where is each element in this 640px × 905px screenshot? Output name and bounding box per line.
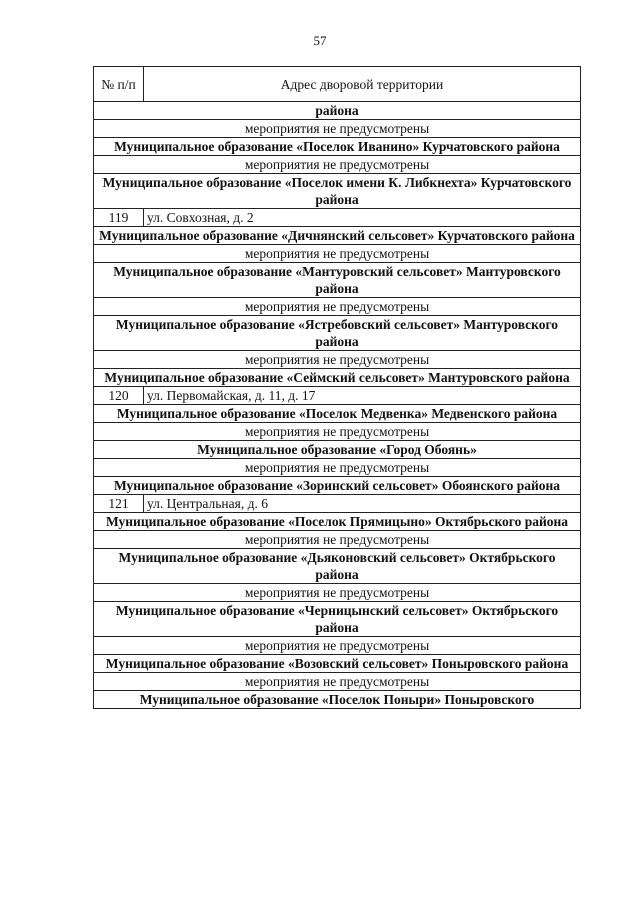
no-measures-note: мероприятия не предусмотрены xyxy=(94,156,581,174)
table-row xyxy=(94,405,581,423)
table-row xyxy=(94,316,581,351)
no-measures-note: мероприятия не предусмотрены xyxy=(94,423,581,441)
table-row xyxy=(94,351,581,369)
table-row xyxy=(94,102,581,120)
no-measures-note: мероприятия не предусмотрены xyxy=(94,298,581,316)
municipality-heading: Муниципальное образование «Возовский сельсовет» Поныровского района xyxy=(94,655,581,673)
municipality-heading: Муниципальное образование «Мантуровский сельсовет» Мантуровского района xyxy=(94,263,581,298)
row-number: 120 xyxy=(94,387,144,405)
table-row xyxy=(94,138,581,156)
municipality-heading: Муниципальное образование «Зоринский сельсовет» Обоянского района xyxy=(94,477,581,495)
no-measures-note: мероприятия не предусмотрены xyxy=(94,531,581,549)
no-measures-note: мероприятия не предусмотрены xyxy=(94,459,581,477)
table-row xyxy=(94,441,581,459)
table-row xyxy=(94,691,581,709)
no-measures-note: мероприятия не предусмотрены xyxy=(94,351,581,369)
page-number: 57 xyxy=(313,33,327,48)
table-body xyxy=(94,102,581,709)
municipality-heading: Муниципальное образование «Поселок Медвенка» Медвенского района xyxy=(94,405,581,423)
table-row xyxy=(94,602,581,637)
no-measures-note: мероприятия не предусмотрены xyxy=(94,637,581,655)
table-row xyxy=(94,209,581,227)
municipality-heading: района xyxy=(94,102,581,120)
table-row xyxy=(94,584,581,602)
table-row xyxy=(94,120,581,138)
municipality-heading: Муниципальное образование «Сеймский сельсовет» Мантуровского района xyxy=(94,369,581,387)
column-header-address: Адрес дворовой территории xyxy=(144,67,581,102)
table-row xyxy=(94,263,581,298)
no-measures-note: мероприятия не предусмотрены xyxy=(94,584,581,602)
table-row xyxy=(94,531,581,549)
table-row xyxy=(94,513,581,531)
no-measures-note: мероприятия не предусмотрены xyxy=(94,120,581,138)
table-row xyxy=(94,673,581,691)
table-row xyxy=(94,227,581,245)
table-row xyxy=(94,174,581,209)
table-row xyxy=(94,495,581,513)
table-row xyxy=(94,477,581,495)
table-row xyxy=(94,459,581,477)
municipality-heading: Муниципальное образование «Ястребовский сельсовет» Мантуровского района xyxy=(94,316,581,351)
table-row xyxy=(94,298,581,316)
municipality-heading: Муниципальное образование «Поселок Поныри» Поныровского xyxy=(94,691,581,709)
address-cell: ул. Первомайская, д. 11, д. 17 xyxy=(144,387,581,405)
municipality-heading: Муниципальное образование «Поселок Прямицыно» Октябрьского района xyxy=(94,513,581,531)
table-row xyxy=(94,549,581,584)
table-row xyxy=(94,637,581,655)
table-row xyxy=(94,245,581,263)
no-measures-note: мероприятия не предусмотрены xyxy=(94,245,581,263)
table-row xyxy=(94,387,581,405)
municipality-heading: Муниципальное образование «Поселок имени К. Либкнехта» Курчатовского района xyxy=(94,174,581,209)
table-row xyxy=(94,423,581,441)
address-table xyxy=(93,66,581,709)
no-measures-note: мероприятия не предусмотрены xyxy=(94,673,581,691)
table-header-row xyxy=(94,67,581,102)
municipality-heading: Муниципальное образование «Город Обоянь» xyxy=(94,441,581,459)
address-cell: ул. Центральная, д. 6 xyxy=(144,495,581,513)
table-row xyxy=(94,156,581,174)
column-header-number: № п/п xyxy=(94,67,144,102)
municipality-heading: Муниципальное образование «Дьяконовский сельсовет» Октябрьского района xyxy=(94,549,581,584)
row-number: 119 xyxy=(94,209,144,227)
table-row xyxy=(94,369,581,387)
municipality-heading: Муниципальное образование «Дичнянский сельсовет» Курчатовского района xyxy=(94,227,581,245)
row-number: 121 xyxy=(94,495,144,513)
address-cell: ул. Совхозная, д. 2 xyxy=(144,209,581,227)
table-row xyxy=(94,655,581,673)
municipality-heading: Муниципальное образование «Поселок Иванино» Курчатовского района xyxy=(94,138,581,156)
municipality-heading: Муниципальное образование «Черницынский сельсовет» Октябрьского района xyxy=(94,602,581,637)
